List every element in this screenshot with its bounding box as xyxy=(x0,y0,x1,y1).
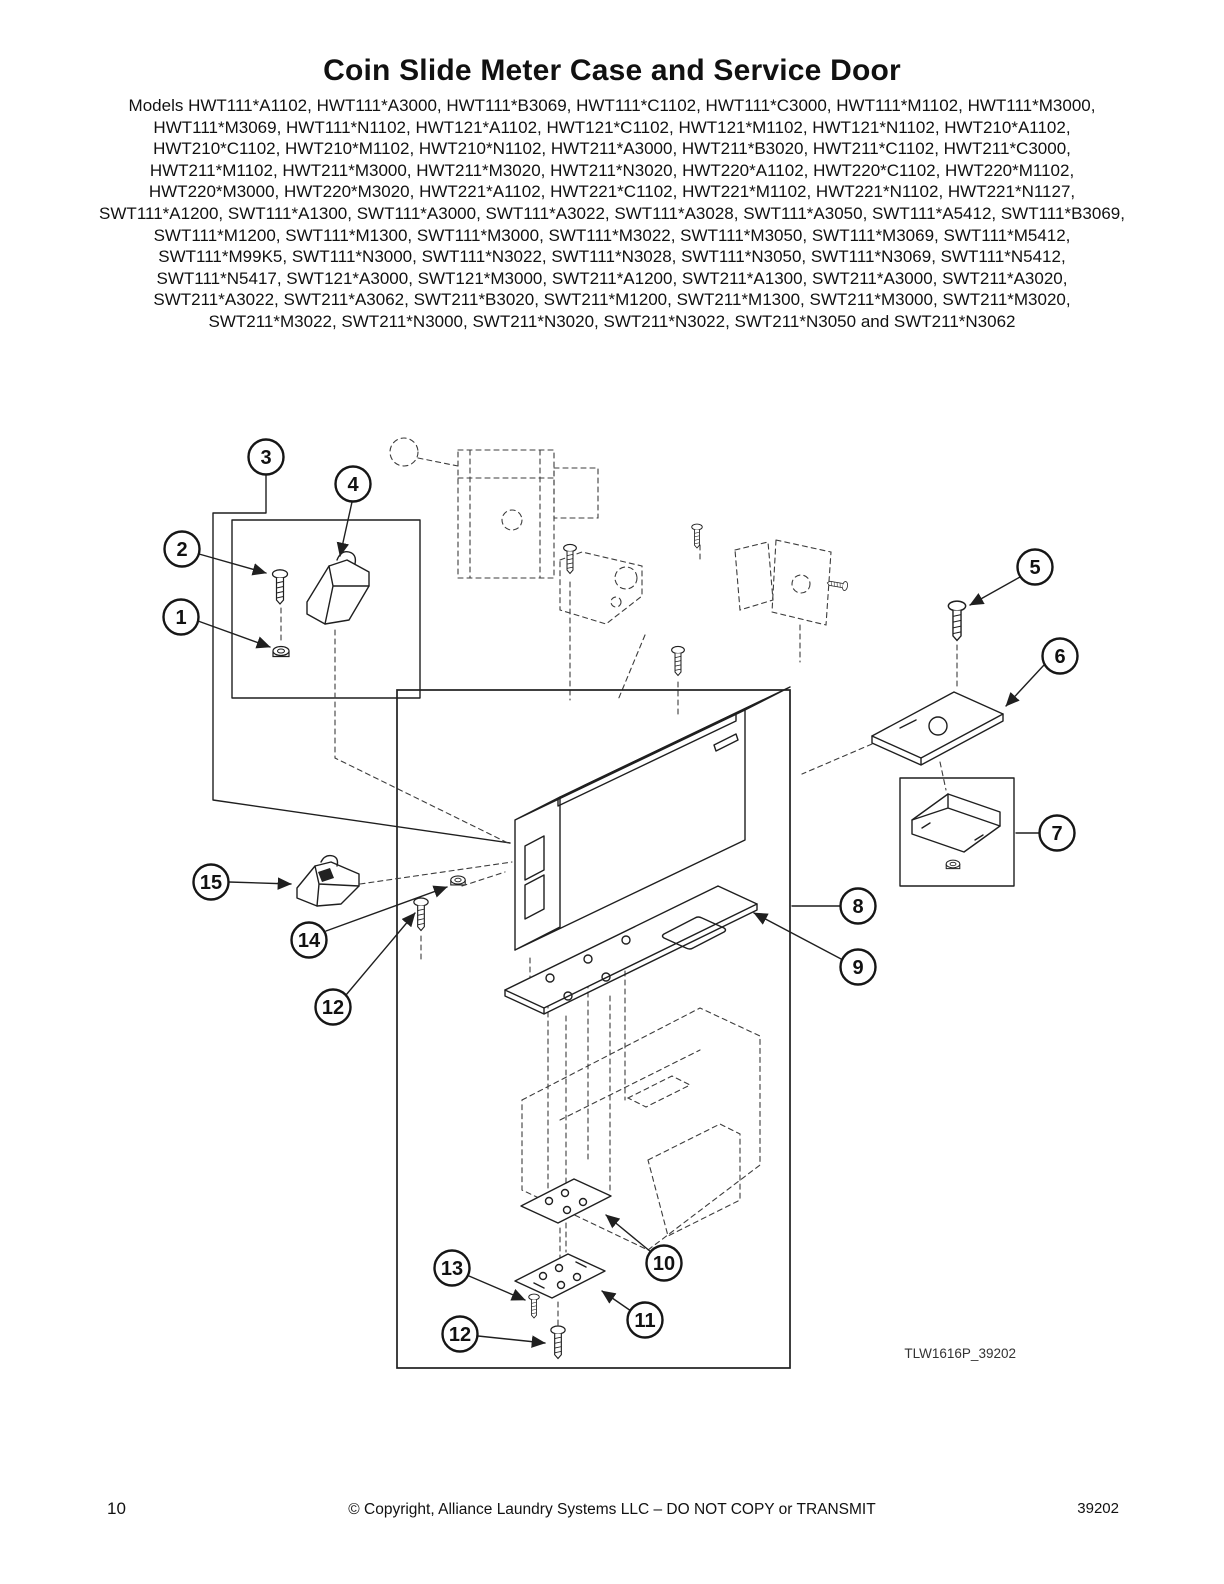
svg-text:11: 11 xyxy=(634,1310,656,1332)
callout-2 xyxy=(165,532,200,567)
meter-case-drawing xyxy=(515,687,790,950)
svg-text:15: 15 xyxy=(199,872,223,894)
part-12-screw-bottom xyxy=(551,1326,565,1358)
part-15-bracket xyxy=(297,856,359,906)
svg-text:10: 10 xyxy=(652,1253,676,1275)
callout-8 xyxy=(841,889,876,924)
assembly-5-6-7-group xyxy=(802,601,1014,886)
figure-code: TLW1616P_39202 xyxy=(904,1346,1016,1361)
callout-12-bottom xyxy=(443,1317,478,1352)
svg-text:13: 13 xyxy=(440,1258,464,1280)
callout-11 xyxy=(628,1303,663,1338)
svg-text:6: 6 xyxy=(1054,646,1066,668)
part-4-bracket xyxy=(307,552,369,624)
svg-text:1: 1 xyxy=(175,607,187,629)
part-10-plate xyxy=(521,1179,611,1223)
nut-14-dash xyxy=(462,872,505,886)
callout-5 xyxy=(1018,550,1053,585)
part-11-plate xyxy=(515,1254,605,1298)
callout-3 xyxy=(249,440,284,475)
callout-4 xyxy=(336,467,371,502)
svg-text:8: 8 xyxy=(852,896,864,918)
svg-text:4: 4 xyxy=(347,474,359,496)
callout-14 xyxy=(292,923,327,958)
part-12-screw-left xyxy=(414,898,428,930)
callout-12-left xyxy=(316,990,351,1025)
footer-doc-number: 39202 xyxy=(1077,1500,1119,1517)
svg-text:9: 9 xyxy=(852,957,864,979)
svg-text:12: 12 xyxy=(321,997,345,1019)
footer-page-number: 10 xyxy=(107,1499,126,1518)
svg-text:3: 3 xyxy=(260,447,272,469)
callout-arrows xyxy=(198,502,1044,1343)
callout-7 xyxy=(1040,816,1075,851)
callout-6 xyxy=(1043,639,1078,674)
callout-1 xyxy=(164,600,199,635)
svg-text:2: 2 xyxy=(176,539,188,561)
assembly-3-group xyxy=(213,475,510,844)
svg-text:14: 14 xyxy=(297,930,321,952)
models-list: Models HWT111*A1102, HWT111*A3000, HWT111*B3069, HWT111*C1102, HWT111*C3000, HWT111*M1102, HWT111*M3000, HWT111*M3069, HWT111*N1102, HWT121*A1102, HWT121*C1102, HWT121*M1102, HWT121*N1102, HWT210*A1102, HWT210*C1102, HWT210*M1102, HWT210*N1102, HWT211*A3000, HWT211*B3020, HWT211*C1102, HWT211*C3000, HWT211*M1102, HWT211*M3000, HWT211*M3020, HWT211*N3020, HWT220*A1102, HWT220*C1102, HWT220*M1102, HWT220*M3000, HWT220*M3020, HWT221*A1102, HWT221*C1102, HWT221*M1102, HWT221*N1102, HWT221*N1127, SWT111*A1200, SWT111*A1300, SWT111*A3000, SWT111*A3022, SWT111*A3028, SWT111*A3050, SWT111*A5412, SWT111*B3069, SWT111*M1200, SWT111*M1300, SWT111*M3000, SWT111*M3022, SWT111*M3050, SWT111*M3069, SWT111*M5412, SWT111*M99K5, SWT111*N3000, SWT111*N3022, SWT111*N3028, SWT111*N3050, SWT111*N3069, SWT111*N5412, SWT111*N5417, SWT121*A3000, SWT121*M3000, SWT211*A1200, SWT211*A1300, SWT211*A3000, SWT211*A3020, SWT211*A3022, SWT211*A3062, SWT211*B3020, SWT211*M1200, SWT211*M1300, SWT211*M3000, SWT211*M3020, SWT211*M3022, SWT211*N3000, SWT211*N3020, SWT211*N3022, SWT211*N3050 and SWT211*N3062 xyxy=(99,96,1125,331)
callout-15 xyxy=(194,865,229,900)
part-13-fastener xyxy=(529,1294,540,1318)
callout-9 xyxy=(841,950,876,985)
callout-10 xyxy=(647,1246,682,1281)
svg-text:5: 5 xyxy=(1029,557,1041,579)
footer-copyright: © Copyright, Alliance Laundry Systems LLC – DO NOT COPY or TRANSMIT xyxy=(348,1501,876,1518)
part-6-plate xyxy=(872,692,1003,765)
page-title: Coin Slide Meter Case and Service Door xyxy=(323,54,901,87)
svg-text:12: 12 xyxy=(448,1324,472,1346)
part-14-nut xyxy=(451,876,465,885)
part-7-bracket xyxy=(912,794,1000,869)
part-1-nut xyxy=(273,647,289,657)
svg-text:7: 7 xyxy=(1051,823,1063,845)
coin-slide-mechanism-ghost xyxy=(390,438,848,714)
bracket-15-dash xyxy=(360,862,512,884)
part-9-service-door xyxy=(505,886,757,1014)
part-5-screw xyxy=(948,601,965,640)
part-2-screw xyxy=(273,570,288,604)
callout-13 xyxy=(435,1251,470,1286)
